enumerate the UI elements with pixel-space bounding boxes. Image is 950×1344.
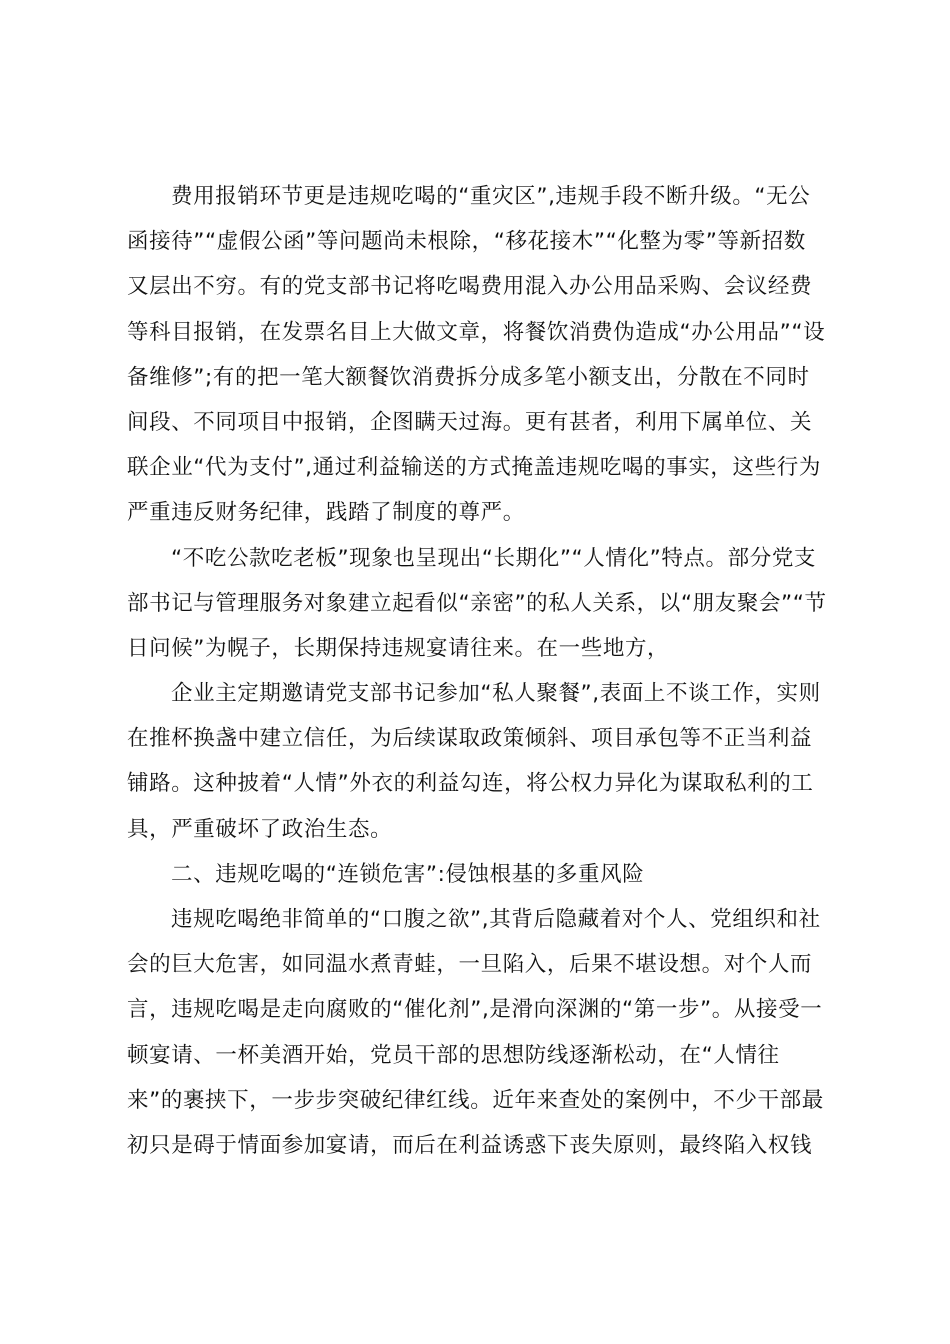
- paragraph-line: 备维修”;有的把一笔大额餐饮消费拆分成多笔小额支出，分散在不同时: [127, 364, 810, 390]
- paragraph-line: 会的巨大危害，如同温水煮青蛙，一旦陷入，后果不堪设想。对个人而: [127, 952, 813, 978]
- paragraph-line: 铺路。这种披着“人情”外衣的利益勾连，将公权力异化为谋取私利的工: [127, 771, 814, 797]
- paragraph-line: 初只是碍于情面参加宴请，而后在利益诱惑下丧失原则，最终陷入权钱: [127, 1132, 813, 1158]
- paragraph-line: 言，违规吃喝是走向腐败的“催化剂”,是滑向深渊的“第一步”。从接受一: [127, 997, 823, 1023]
- body-text: [127, 174, 827, 1168]
- paragraph-line: 费用报销环节更是违规吃喝的“重灾区”,违规手段不断升级。“无公: [171, 184, 811, 209]
- paragraph-line: 违规吃喝绝非简单的“口腹之欲”,其背后隐藏着对个人、党组织和社: [171, 907, 821, 932]
- paragraph-line: 间段、不同项目中报销，企图瞒天过海。更有甚者，利用下属单位、关: [127, 409, 813, 435]
- paragraph-line: 具，严重破坏了政治生态。: [127, 816, 393, 842]
- paragraph-line: 部书记与管理服务对象建立起看似“亲密”的私人关系，以“朋友聚会”“节: [127, 590, 827, 616]
- paragraph-line: 顿宴请、一杯美酒开始，党员干部的思想防线逐渐松动，在“人情往: [127, 1042, 780, 1068]
- paragraph-line: 函接待”“虚假公函”等问题尚未根除，“移花接木”“化整为零”等新招数: [127, 229, 806, 255]
- paragraph-line: “不吃公款吃老板”现象也呈现出“长期化”“人情化”特点。部分党支: [171, 545, 817, 571]
- paragraph-line: 联企业“代为支付”,通过利益输送的方式掩盖违规吃喝的事实，这些行为: [127, 455, 821, 481]
- paragraph-line: 等科目报销，在发票名目上大做文章，将餐饮消费伪造成“办公用品”“设: [127, 319, 826, 345]
- paragraph-line: 企业主定期邀请党支部书记参加“私人聚餐”,表面上不谈工作，实则: [171, 681, 821, 707]
- paragraph-line: 严重违反财务纪律，践踏了制度的尊严。: [127, 500, 525, 526]
- paragraph-line: 又层出不穷。有的党支部书记将吃喝费用混入办公用品采购、会议经费: [127, 274, 813, 300]
- paragraph-line: 日问候”为幌子，长期保持违规宴请往来。在一些地方，: [127, 635, 670, 661]
- paragraph-line: 来”的裹挟下，一步步突破纪律红线。近年来查处的案例中，不少干部最: [127, 1087, 824, 1113]
- section-heading: 二、违规吃喝的“连锁危害”:侵蚀根基的多重风险: [171, 861, 645, 887]
- paragraph-line: 在推杯换盏中建立信任，为后续谋取政策倾斜、项目承包等不正当利益: [127, 726, 813, 752]
